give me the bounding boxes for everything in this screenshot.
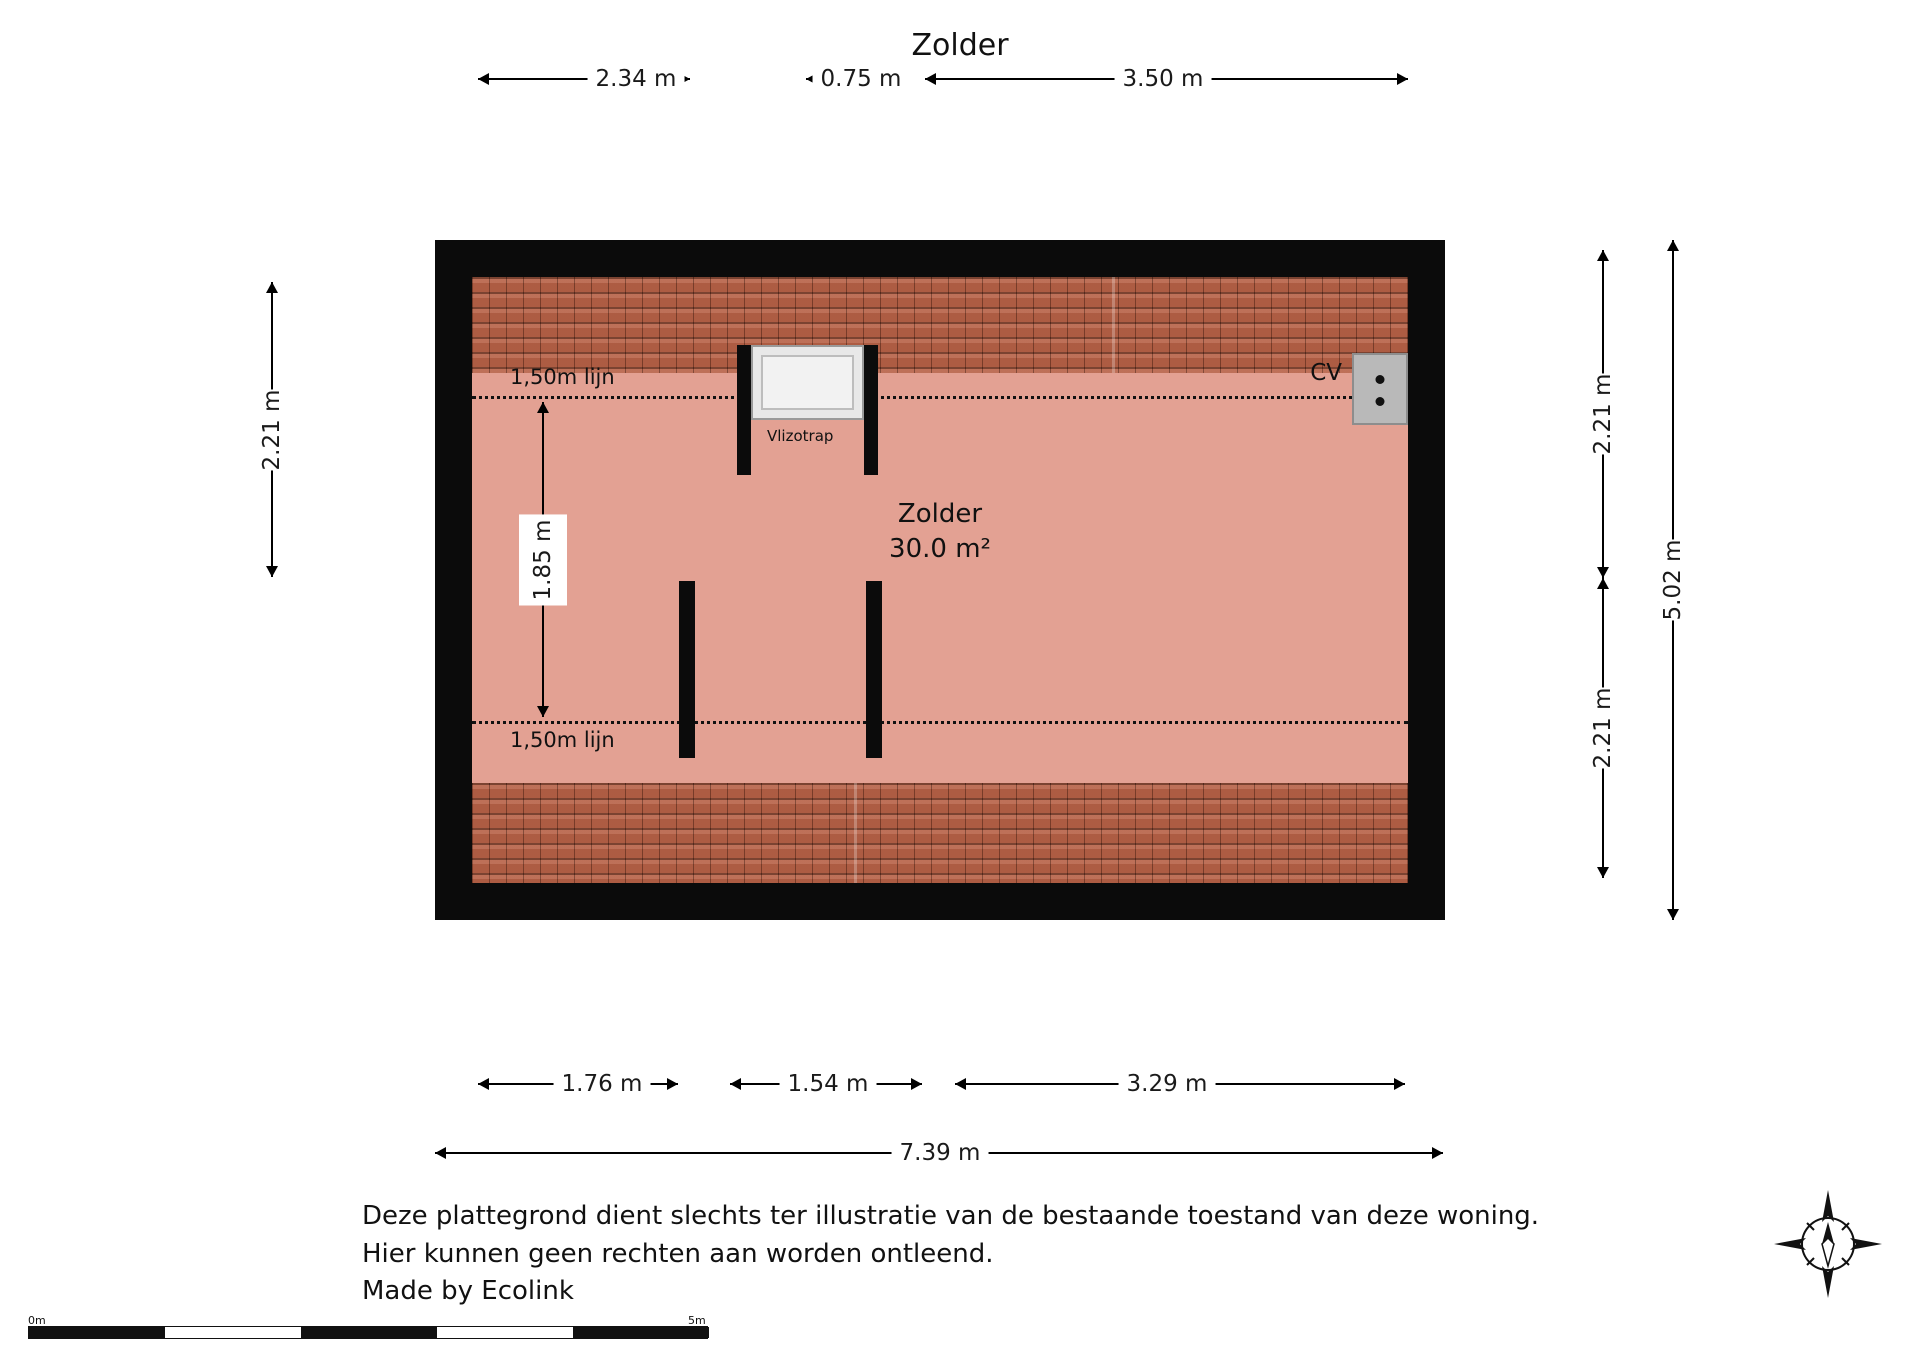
scale-bar-track: [28, 1326, 708, 1339]
dim-top-1-label: 2.34 m: [588, 66, 685, 92]
roof-slope-bottom: [472, 783, 1408, 883]
room-area-text: 30.0 m²: [889, 534, 991, 565]
line-150-top-label: 1,50m lijn: [510, 365, 615, 389]
compass-icon: [1772, 1188, 1884, 1300]
dim-bottom-3-label: 3.29 m: [1119, 1071, 1216, 1097]
dim-bottom-1-label: 1.76 m: [554, 1071, 651, 1097]
cv-label: CV: [1310, 360, 1342, 386]
partition-wall-right: [866, 581, 882, 758]
disclaimer-line-2: Hier kunnen geen rechten aan worden ontleend.: [362, 1238, 994, 1269]
page-title: Zolder: [911, 28, 1009, 63]
dim-total-width-label: 7.39 m: [892, 1140, 989, 1166]
dim-bottom-2-label: 1.54 m: [780, 1071, 877, 1097]
line-150-bottom-label: 1,50m lijn: [510, 728, 615, 752]
scale-bar: [28, 1314, 708, 1344]
inner-dim-185-label: 1.85 m: [519, 515, 567, 606]
cv-boiler-unit: [1352, 353, 1408, 425]
room-name-text: Zolder: [897, 499, 983, 529]
vlizotrap-label: Vlizotrap: [767, 427, 834, 445]
line-150-bottom: [472, 721, 1408, 724]
roof-slope-top: [472, 277, 1408, 373]
scale-bar-start-label: 0m: [28, 1314, 46, 1327]
dim-top-3-label: 3.50 m: [1115, 66, 1212, 92]
vlizotrap-hatch: [751, 345, 864, 420]
dim-right-1-label: 2.21 m: [1582, 374, 1624, 455]
dim-right-2-label: 2.21 m: [1582, 688, 1624, 769]
disclaimer: [362, 1198, 1539, 1311]
room-label: [472, 497, 1408, 567]
hatch-wall-right: [864, 345, 878, 475]
floorplan-outer-wall: [435, 240, 1445, 920]
hatch-wall-left: [737, 345, 751, 475]
disclaimer-line-3: Made by Ecolink: [362, 1276, 574, 1307]
partition-wall-left: [679, 581, 695, 758]
disclaimer-line-1: Deze plattegrond dient slechts ter illustratie van de bestaande toestand van deze woning.: [362, 1201, 1540, 1231]
dim-total-height-label: 5.02 m: [1652, 540, 1694, 621]
dim-top-2-label: 0.75 m: [813, 66, 910, 92]
line-150-top: [472, 396, 1408, 399]
scale-bar-end-label: 5m: [688, 1314, 706, 1327]
attic-interior: [472, 277, 1408, 883]
dim-left-1-label: 2.21 m: [251, 390, 293, 471]
